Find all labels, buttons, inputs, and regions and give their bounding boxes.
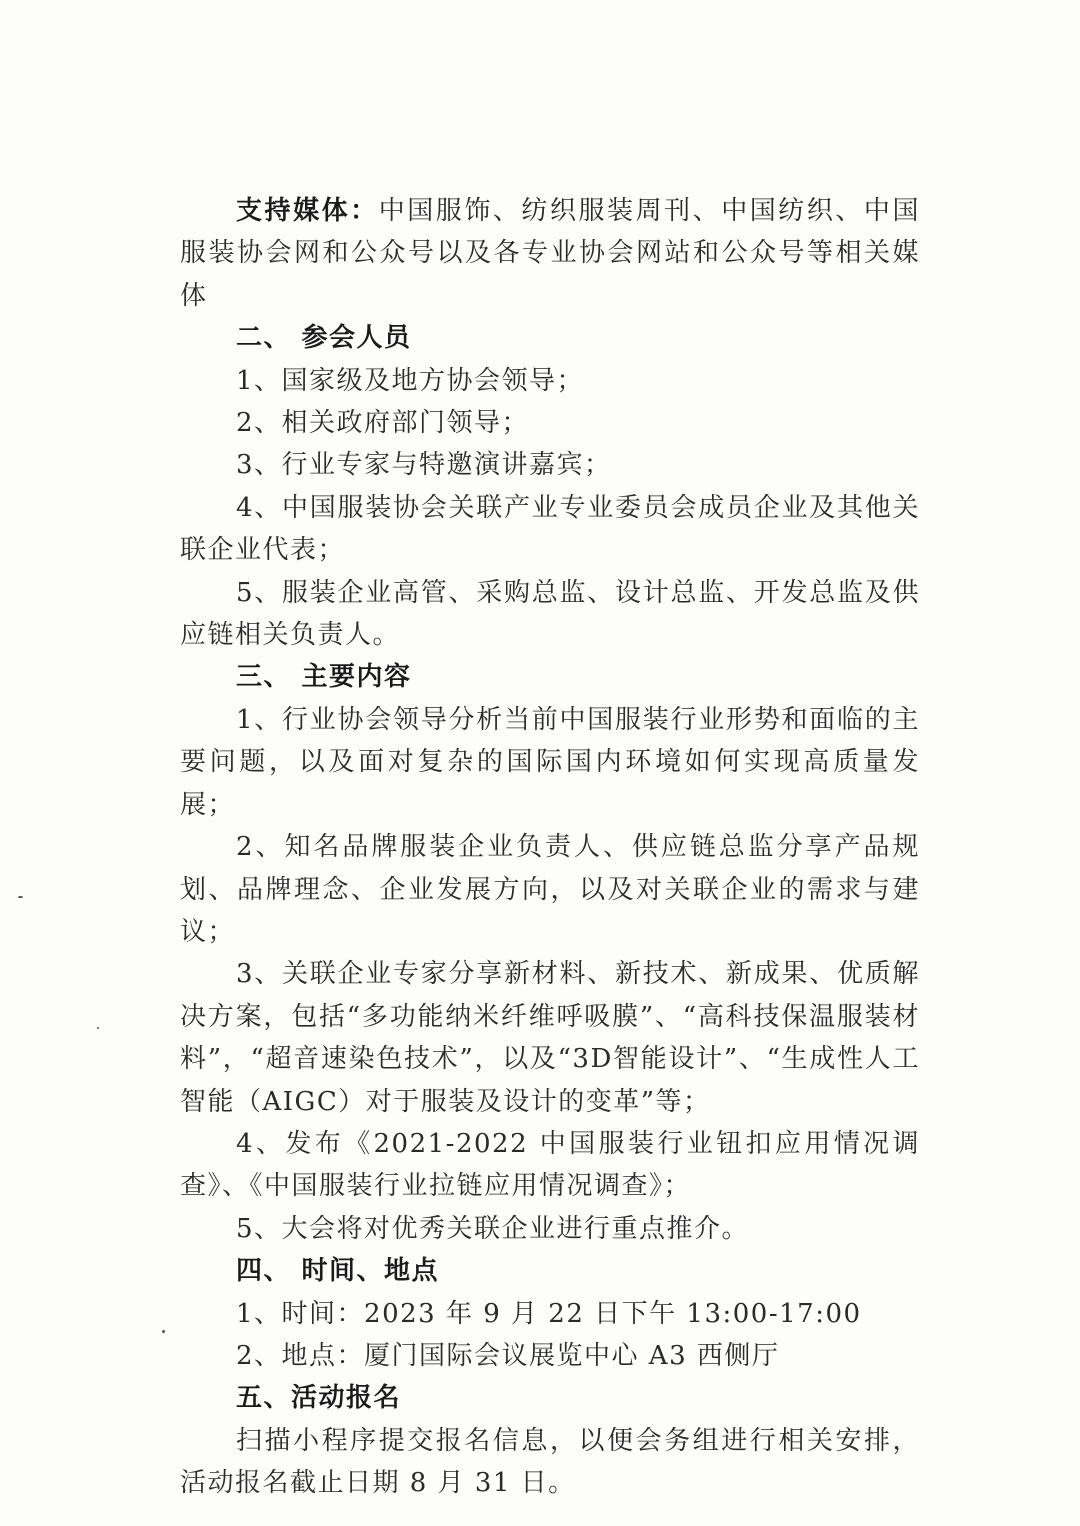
media-paragraph	[180, 190, 920, 317]
section2-item-5: 5、服装企业高管、采购总监、设计总监、开发总监及供应链相关负责人。	[180, 577, 920, 651]
section2-item-3: 3、行业专家与特邀演讲嘉宾；	[236, 450, 612, 481]
section4-heading: 四、 时间、地点	[236, 1256, 440, 1287]
media-label: 支持媒体：	[236, 196, 379, 226]
section4-item-2: 2、地点：厦门国际会议展览中心 A3 西侧厅	[236, 1340, 780, 1371]
section3-item-5: 5、大会将对优秀关联企业进行重点推介。	[236, 1213, 750, 1244]
document-body	[180, 190, 920, 1505]
section4-item-1: 1、时间：2023 年 9 月 22 日下午 13:00-17:00	[236, 1298, 862, 1329]
media-text: 中国服饰、纺织服装周刊、中国纺织、中国服装协会网和公众号以及各专业协会网站和公众号等相关媒体	[180, 196, 920, 311]
section3-item-3: 3、关联企业专家分享新材料、新技术、新成果、优质解决方案，包括“多功能纳米纤维呼吸膜”、“高科技保温服装材料”，“超音速染色技术”，以及“3D智能设计”、“生成性人工智能（AIGC）对于服装及设计的变革”等；	[180, 959, 920, 1117]
section5-text: 扫描小程序提交报名信息，以便会务组进行相关安排，活动报名截止日期 8 月 31 日。	[180, 1425, 920, 1499]
section3-heading: 三、 主要内容	[236, 662, 412, 693]
section2-item-2: 2、相关政府部门领导；	[236, 408, 530, 439]
section2-heading: 二、 参会人员	[236, 323, 412, 354]
section3-item-2: 2、知名品牌服装企业负责人、供应链总监分享产品规划、品牌理念、企业发展方向，以及对关联企业的需求与建议；	[180, 832, 920, 947]
section3-item-4: 4、发布《2021-2022 中国服装行业钮扣应用情况调查》、《中国服装行业拉链应用情况调查》；	[180, 1128, 920, 1202]
section2-item-4: 4、中国服装协会关联产业专业委员会成员企业及其他关联企业代表；	[180, 492, 920, 566]
section5-heading: 五、活动报名	[236, 1383, 402, 1414]
scan-speck	[97, 1027, 99, 1029]
scan-speck	[18, 896, 23, 898]
scan-speck	[162, 1330, 165, 1333]
section2-item-1: 1、国家级及地方协会领导；	[236, 365, 585, 396]
section3-item-1: 1、行业协会领导分析当前中国服装行业形势和面临的主要问题，以及面对复杂的国际国内环境如何实现高质量发展；	[180, 704, 920, 820]
